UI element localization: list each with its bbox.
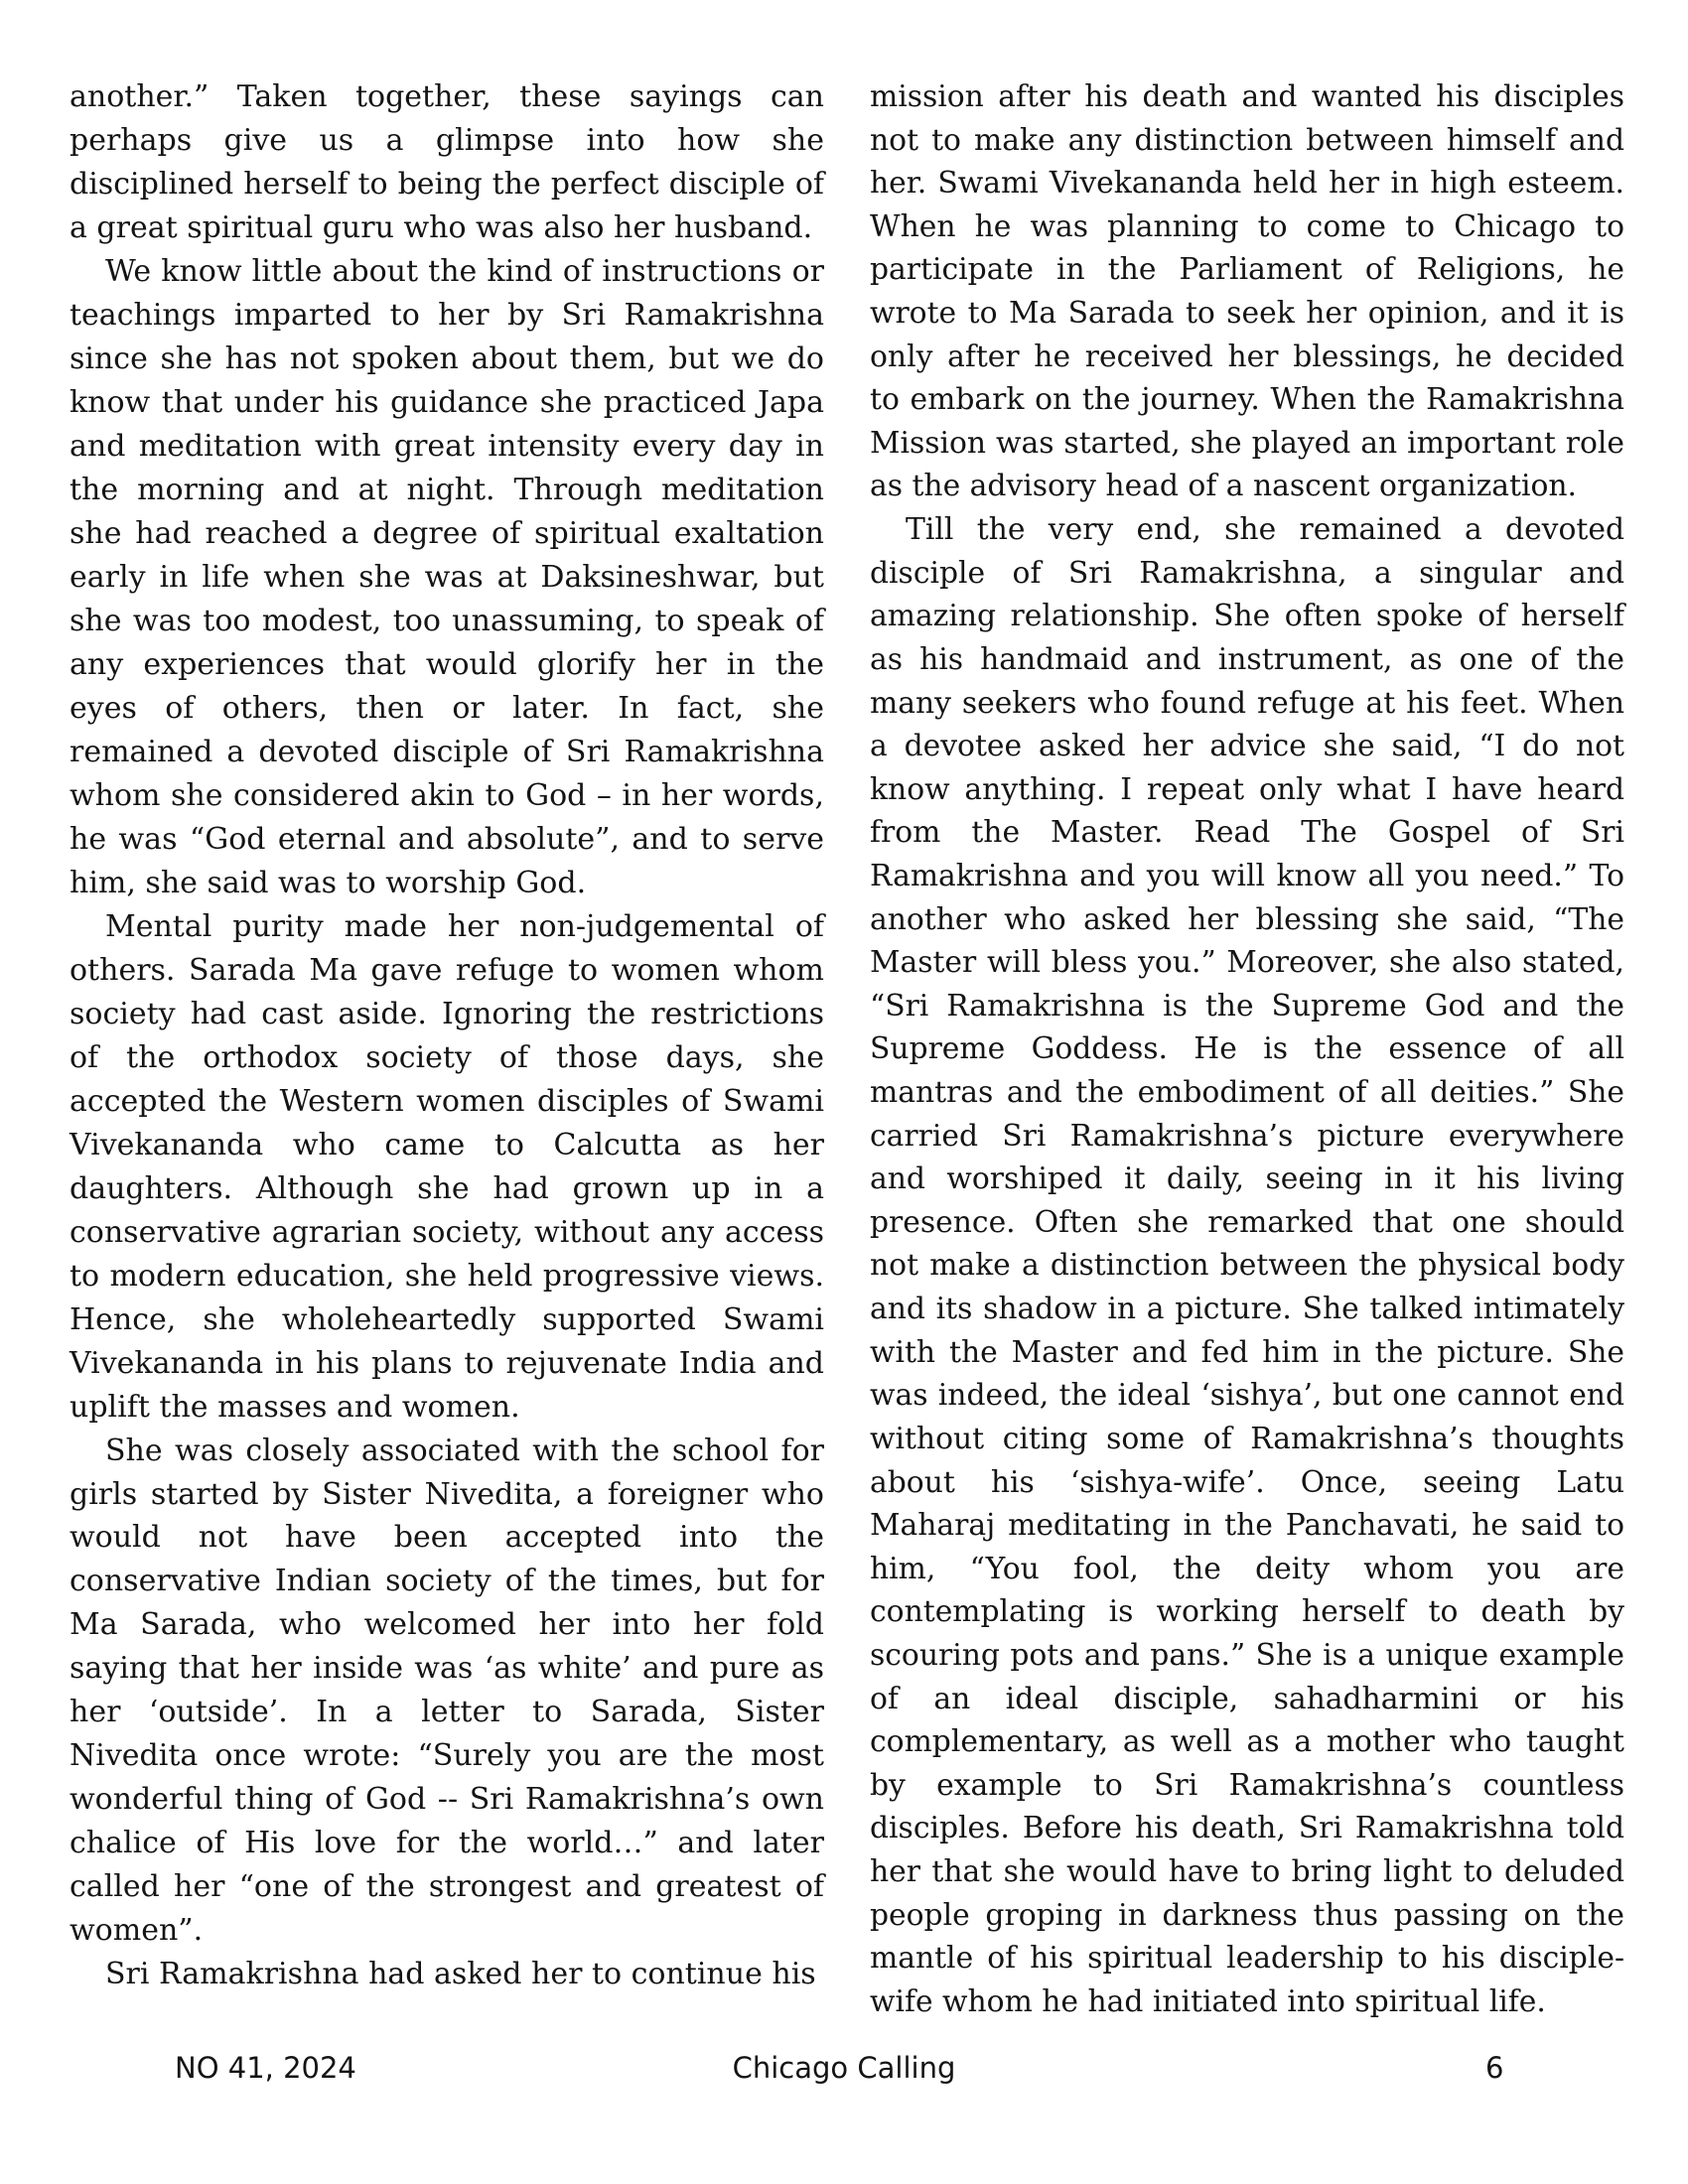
paragraph: Till the very end, she remained a devoted disciple of Sri Ramakrishna, a singular and amazing relationship. She often spoke of herself as his handmaid and instrument, as one of the many seekers who found refuge at his feet. When a devotee asked her advice she said, “I do not know anything. I repeat only what I have heard from the Master. Read The Gospel of Sri Ramakrishna and you will know all you need.” To another who asked her blessing she said, “The Master will bless you.” Moreover, she also stated, “Sri Ramakrishna is the Supreme God and the Supreme Goddess. He is the essence of all mantras and the embodiment of all deities.” She carried Sri Ramakrishna’s picture everywhere and worshiped it daily, seeing in it his living presence. Often she remarked that one should not make a distinction between the physical body and its shadow in a picture. She talked intimately with the Master and fed him in the picture. She was indeed, the ideal ‘sishya’, but one cannot end without citing some of Ramakrishna’s thoughts about his ‘sishya-wife’. Once, seeing Latu Maharaj meditating in the Panchavati, he said to him, “You fool, the deity whom you are contemplating is working herself to death by scouring pots and pans.” She is a unique example of an ideal disciple, sahadharmini or his complementary, as well as a mother who taught by example to Sri Ramakrishna’s countless disciples. Before his death, Sri Ramakrishna told her that she would have to bring light to deluded people groping in darkness thus passing on the mantle of his spiritual leadership to his disciple-wife whom he had initiated into spiritual life. xyxy=(870,512,1624,2019)
issue-label: NO 41, 2024 xyxy=(175,2051,356,2085)
paragraph: mission after his death and wanted his disciples not to make any distinction between himself and her. Swami Vivekananda held her in high esteem. When he was planning to come to Chicago to participate in the Parliament of Religions, he wrote to Ma Sarada to seek her opinion, and it is only after he received her blessings, he decided to embark on the journey. When the Ramakrishna Mission was started, she played an important role as the advisory head of a nascent organization. xyxy=(870,79,1624,504)
paragraph: She was closely associated with the school for girls started by Sister Nivedita, a foreigner who would not have been accepted into the conservative Indian society of the times, but for Ma Sarada, who welcomed her into her fold saying that her inside was ‘as white’ and pure as her ‘outside’. In a letter to Sarada, Sister Nivedita once wrote: “Surely you are the most wonderful thing of God -- Sri Ramakrishna’s own chalice of His love for the world…” and later called her “one of the strongest and greatest of women”. xyxy=(70,1433,824,1949)
publication-title: Chicago Calling xyxy=(732,2051,956,2085)
page-footer xyxy=(0,2051,1688,2091)
paragraph: We know little about the kind of instructions or teachings imparted to her by Sri Ramakrishna since she has not spoken about them, but we do know that under his guidance she practiced Japa and meditation with great intensity every day in the morning and at night. Through meditation she had reached a degree of spiritual exaltation early in life when she was at Daksineshwar, but she was too modest, too unassuming, to speak of any experiences that would glorify her in the eyes of others, then or later. In fact, she remained a devoted disciple of Sri Ramakrishna whom she considered akin to God – in her words, he was “God eternal and absolute”, and to serve him, she said was to worship God. xyxy=(70,253,824,900)
paragraph: Sri Ramakrishna had asked her to continue his xyxy=(105,1957,816,1992)
paragraph: Mental purity made her non-judgemental of others. Sarada Ma gave refuge to women whom society had cast aside. Ignoring the restrictions of the orthodox society of those days, she accepted the Western women disciples of Swami Vivekananda who came to Calcutta as her daughters. Although she had grown up in a conservative agrarian society, without any access to modern education, she held progressive views. Hence, she wholeheartedly supported Swami Vivekananda in his plans to rejuvenate India and uplift the masses and women. xyxy=(70,908,824,1425)
page-number: 6 xyxy=(1485,2051,1504,2085)
right-column xyxy=(870,75,1624,2023)
left-column xyxy=(70,75,824,1996)
paragraph: another.” Taken together, these sayings can perhaps give us a glimpse into how she disciplined herself to being the perfect disciple of a great spiritual guru who was also her husband. xyxy=(70,79,824,245)
